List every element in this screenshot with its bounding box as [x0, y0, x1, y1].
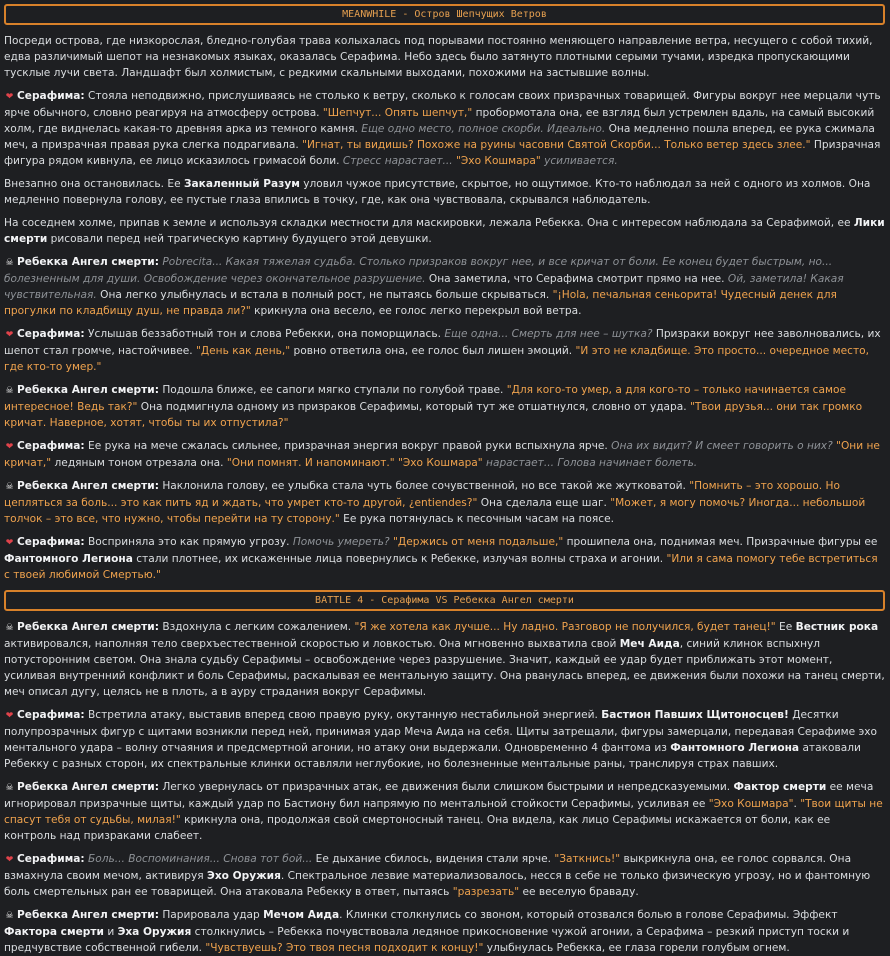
narration-paragraph: Внезапно она остановилась. Ее Закаленный Разум уловил чужое присутствие, скрытое, но ощутимое. Кто-то наблюдал за ней с одного из холмов. Она медленно повернула голову, ее пустые глаза впились в точку, где, как она чувствовала, скрывался наблюдатель. [4, 178, 871, 206]
dialogue-quote: "День как день," [196, 345, 291, 357]
dialogue-quote: "Эхо Кошмара" [708, 798, 794, 810]
inner-thought: Боль... Воспоминания... Снова тот бой... [84, 853, 313, 865]
rebekka-turn: ☠ Ребекка Ангел смерти: Вздохнула с легким сожалением. "Я же хотела как лучше... Ну ладно. Разговор не получился, будет танец!" Ее Вестник рока активировался, наполняя тело сверхъестественной скоростью и ловкостью. Она мгновенно выхватила свой Меч Аида, синий клинок вспыхнул потусторонним светом. Она знала судьбу Серафимы – освобождение через разрушение. Значит, каждый ее удар будет приближать этот момент, усиливая внутренний конфликт и боль Серафимы, раскалывая ее ментальную защиту. Она рванулась вперед, ее движения были похожи на танец смерти, меч описал дугу, целясь не в плоть, а в ауру страдания вокруг Серафимы. [4, 621, 885, 698]
dialogue-quote: "Заткнись!" [554, 853, 621, 865]
ability-name: Бастион Павших Щитоносцев! [601, 709, 789, 721]
ability-name: Лики смерти [4, 217, 885, 245]
speaker-name: Ребекка Ангел смерти: [17, 781, 159, 793]
dialogue-quote: "разрезать" [452, 886, 520, 898]
dialogue-quote: "Они помнят. И напоминают." [226, 457, 395, 469]
speaker-name: Серафима: [17, 709, 85, 721]
ability-name: Эхо Оружия [207, 870, 281, 882]
ability-name: Фантомного Легиона [670, 742, 800, 754]
inner-thought: усиливается. [540, 155, 618, 167]
ability-name: Меч Аида [619, 638, 680, 650]
rebekka-turn: ☠ Ребекка Ангел смерти: Наклонила голову, ее улыбка стала чуть более сочувственной, но все такой же жутковатой. "Помнить – это хорошо. Но цепляться за боль... это как пить яд и ждать, что умрет кто-то другой, ¿entiendes?" Она сделала еще шаг. "Может, я могу помочь? Иногда... небольшой толчок – это все, что нужно, чтобы перейти на ту сторону." Ее рука потянулась к песочным часам на поясе. [4, 480, 866, 525]
skull-icon: ☠ [5, 482, 14, 492]
ability-name: Эха Оружия [117, 926, 192, 938]
heart-icon: ❤ [5, 855, 14, 865]
seraphima-turn: ❤ Серафима: Встретила атаку, выставив вперед свою правую руку, окутанную нестабильной энергией. Бастион Павших Щитоносцев! Десятки полупрозрачных фигур с щитами возникли перед ней, принимая удар Меча Аида на себя. Щиты затрещали, фигуры замерцали, передавая Серафиме эхо ментального удара – волну отчаяния и предсмертной агонии, но атаку они выдержали. Одновременно 4 фантома из Фантомного Легиона атаковали Ребекку с разных сторон, их спектральные клинки оставляли неглубокие, но болезненные ментальные раны, транслируя страх павших. [4, 709, 878, 770]
skull-icon: ☠ [5, 623, 14, 633]
speaker-name: Ребекка Ангел смерти: [17, 909, 159, 921]
ability-name: Закаленный Разум [183, 178, 300, 190]
skull-icon: ☠ [5, 258, 14, 268]
skull-icon: ☠ [5, 911, 14, 921]
ability-name: Вестник рока [795, 621, 879, 633]
dialogue-quote: "Твои друзья... они так громко кричат. Наверное, хотят, чтобы ты их отпустила?" [4, 401, 863, 429]
rebekka-turn: ☠ Ребекка Ангел смерти: Легко увернулась от призрачных атак, ее движения были слишком быстрыми и непредсказуемыми. Фактор смерти ее меча игнорировал призрачные щиты, каждый удар по Бастиону бил напрямую по ментальной стойкости Серафимы, усиливая ее "Эхо Кошмара". "Твои щиты не спасут тебя от судьбы, милая!" крикнула она, продолжая свой смертоносный танец. Она видела, как лицо Серафимы искажается от боли, как ее контроль над призраками слабеет. [4, 781, 883, 842]
rebekka-turn: ☠ Ребекка Ангел смерти: Подошла ближе, ее сапоги мягко ступали по голубой траве. "Для кого-то умер, а для кого-то – только начинается самое интересное! Ведь так?" Она подмигнула одному из призраков Серафимы, который тут же отшатнулся, словно от удара. "Твои друзья... они так громко кричат. Наверное, хотят, чтобы ты их отпустила?" [4, 384, 863, 429]
inner-thought: Еще одно место, полное скорби. Идеально. [361, 123, 606, 135]
dialogue-quote: "Может, я могу помочь? Иногда... небольшой толчок – это все, что нужно, чтобы перейти на ту сторону." [4, 497, 866, 525]
speaker-name: Ребекка Ангел смерти: [17, 621, 159, 633]
speaker-name: Серафима: [17, 440, 85, 452]
speaker-name: Серафима: [17, 853, 85, 865]
dialogue-quote: "Эхо Кошмара" [456, 155, 541, 167]
inner-thought: Ой, заметила! Какая чувствительная. [4, 273, 844, 301]
battle-header: BATTLE 4 - Серафима VS Ребекка Ангел смерти [4, 590, 885, 611]
dialogue-quote: "Твои щиты не спасут тебя от судьбы, милая!" [4, 798, 883, 826]
inner-thought: нарастает... Голова начинает болеть. [482, 457, 698, 469]
dialogue-quote: "Я же хотела как лучше... Ну ладно. Разговор не получился, будет танец!" [354, 621, 776, 633]
ability-name: Фактора смерти [4, 926, 104, 938]
inner-thought: Стресс нарастает... [342, 155, 453, 167]
rebekka-turn: ☠ Ребекка Ангел смерти: Парировала удар Мечом Аида. Клинки столкнулись со звоном, который отозвался болью в голове Серафимы. Эффект Фактора смерти и Эха Оружия столкнулись – Ребекка почувствовала ледяное прикосновение чужой агонии, а Серафима – резкий приступ тоски и предчувствие собственной гибели. "Чувствуешь? Это твоя песня подходит к концу!" улыбнулась Ребекка, ее глаза горели голубым огнем. [4, 909, 850, 954]
seraphima-turn: ❤ Серафима: Ее рука на мече сжалась сильнее, призрачная энергия вокруг правой руки вспыхнула ярче. Она их видит? И смеет говорить о них? "Они не кричат," ледяным тоном отрезала она. "Они помнят. И напоминают." "Эхо Кошмара" нарастает... Голова начинает болеть. [4, 440, 880, 469]
narration-paragraph: На соседнем холме, припав к земле и используя складки местности для маскировки, лежала Ребекка. Она с интересом наблюдала за Серафимой, ее Лики смерти рисовали перед ней трагическую картину будущего этой девушки. [4, 217, 885, 245]
heart-icon: ❤ [5, 711, 14, 721]
speaker-name: Серафима: [17, 328, 85, 340]
dialogue-quote: "Помнить – это хорошо. Но цепляться за боль... это как пить яд и ждать, что умрет кто-то другой, ¿entiendes?" [4, 480, 840, 509]
narration-paragraph: Посреди острова, где низкорослая, бледно-голубая трава колыхалась под порывами постоянно меняющего направление ветра, несущего с собой тихий, едва различимый шепот на незнакомых языках, оказалась Серафима. Небо здесь было затянуто плотными серыми тучами, изредка пропускающими тусклые лучи света. Ландшафт был холмистым, с редкими скальными выходами, похожими на застывшие волны. [4, 35, 873, 79]
dialogue-quote: "Эхо Кошмара" [394, 457, 483, 469]
dialogue-quote: "Шепчут... Опять шепчут," [322, 107, 473, 119]
seraphima-turn: ❤ Серафима: Стояла неподвижно, прислушиваясь не столько к ветру, сколько к голосам своих призрачных товарищей. Фигуры вокруг нее мерцали чуть ярче обычного, словно реагируя на атмосферу острова. "Шепчут... Опять шепчут," пробормотала она, ее взгляд был устремлен вдаль, на самый высокий холм, где виднелась какая-то древняя арка из темного камня. Еще одно место, полное скорби. Идеально. Она медленно пошла вперед, ее рука сжимала меч, а призрачная правая рука слегка подрагивала. "Игнат, ты видишь? Похоже на руины часовни Святой Скорби... Только ветер здесь злее." Призрачная фигура рядом кивнула, ее лицо исказилось гримасой боли. Стресс нарастает... "Эхо Кошмара" усиливается. [4, 90, 881, 167]
ability-name: Фактор смерти [733, 781, 827, 793]
heart-icon: ❤ [5, 330, 14, 340]
speaker-name: Ребекка Ангел смерти: [17, 384, 159, 396]
speaker-name: Серафима: [17, 536, 85, 548]
ability-name: Мечом Аида [263, 909, 340, 921]
dialogue-quote: "Держись от меня подальше," [389, 536, 564, 548]
dialogue-quote: "Они не кричат," [4, 440, 880, 469]
dialogue-quote: "Или я сама помогу тебе встретиться с твоей любимой Смертью." [4, 553, 878, 581]
heart-icon: ❤ [5, 92, 14, 102]
speaker-name: Ребекка Ангел смерти: [17, 480, 159, 492]
skull-icon: ☠ [5, 386, 14, 396]
seraphima-turn: ❤ Серафима: Боль... Воспоминания... Снова тот бой... Ее дыхание сбилось, видения стали ярче. "Заткнись!" выкрикнула она, ее голос сорвался. Она взмахнула своим мечом, активируя Эхо Оружия. Спектральное лезвие материализовалось, несся в себе не только физическую угрозу, но и фантомную боль смертельных ран ее товарищей. Она атаковала Ребекку в ответ, пытаясь "разрезать" ее веселую браваду. [4, 853, 871, 898]
dialogue-quote: "Чувствуешь? Это твоя песня подходит к концу!" [205, 942, 484, 954]
scene-header: MEANWHILE - Остров Шепчущих Ветров [4, 4, 885, 25]
inner-thought: Еще одна... Смерть для нее – шутка? [444, 328, 653, 340]
dialogue-quote: "Игнат, ты видишь? Похоже на руины часовни Святой Скорби... Только ветер здесь злее." [302, 139, 811, 151]
seraphima-turn: ❤ Серафима: Услышав беззаботный тон и слова Ребекки, она поморщилась. Еще одна... Смерть для нее – шутка? Призраки вокруг нее заволновались, их шепот стал громче, настойчивее. "День как день," ровно ответила она, ее голос был лишен эмоций. "И это не кладбище. Это просто... очередное место, где кто-то умер." [4, 328, 881, 373]
ability-name: Фантомного Легиона [4, 553, 133, 565]
speaker-name: Серафима: [17, 90, 85, 102]
dialogue-quote: "Для кого-то умер, а для кого-то – только начинается самое интересное! Ведь так?" [4, 384, 846, 413]
rebekka-turn: ☠ Ребекка Ангел смерти: Pobrecita... Какая тяжелая судьба. Столько призраков вокруг нее, и все кричат от боли. Ее конец будет быстрым, но... болезненным для души. Освобождение через окончательное разрушение. Она заметила, что Серафима смотрит прямо на нее. Ой, заметила! Какая чувствительная. Она легко улыбнулась и встала в полный рост, не пытаясь больше скрываться. "¡Hola, печальная сеньорита! Чудесный денек для прогулки по кладбищу душ, не правда ли?" крикнула она весело, ее голос легко перекрыл вой ветра. [4, 256, 844, 317]
heart-icon: ❤ [5, 442, 14, 452]
inner-thought: Помочь умереть? [292, 536, 390, 548]
speaker-name: Ребекка Ангел смерти: [17, 256, 159, 268]
inner-thought: Pobrecita... Какая тяжелая судьба. Столько призраков вокруг нее, и все кричат от боли. Ее конец будет быстрым, но... болезненным для души. Освобождение через окончательное разрушение. [4, 256, 833, 285]
skull-icon: ☠ [5, 783, 14, 793]
seraphima-turn: ❤ Серафима: Восприняла это как прямую угрозу. Помочь умереть? "Держись от меня подальше," прошипела она, поднимая меч. Призрачные фигуры ее Фантомного Легиона стали плотнее, их искаженные лица повернулись к Ребекке, излучая волны страха и агонии. "Или я сама помогу тебе встретиться с твоей любимой Смертью." [4, 536, 878, 581]
dialogue-quote: "И это не кладбище. Это просто... очередное место, где кто-то умер." [4, 345, 869, 373]
dialogue-quote: "¡Hola, печальная сеньорита! Чудесный денек для прогулки по кладбищу душ, не правда ли?" [4, 289, 837, 317]
heart-icon: ❤ [5, 538, 14, 548]
inner-thought: Она их видит? И смеет говорить о них? [611, 440, 833, 452]
